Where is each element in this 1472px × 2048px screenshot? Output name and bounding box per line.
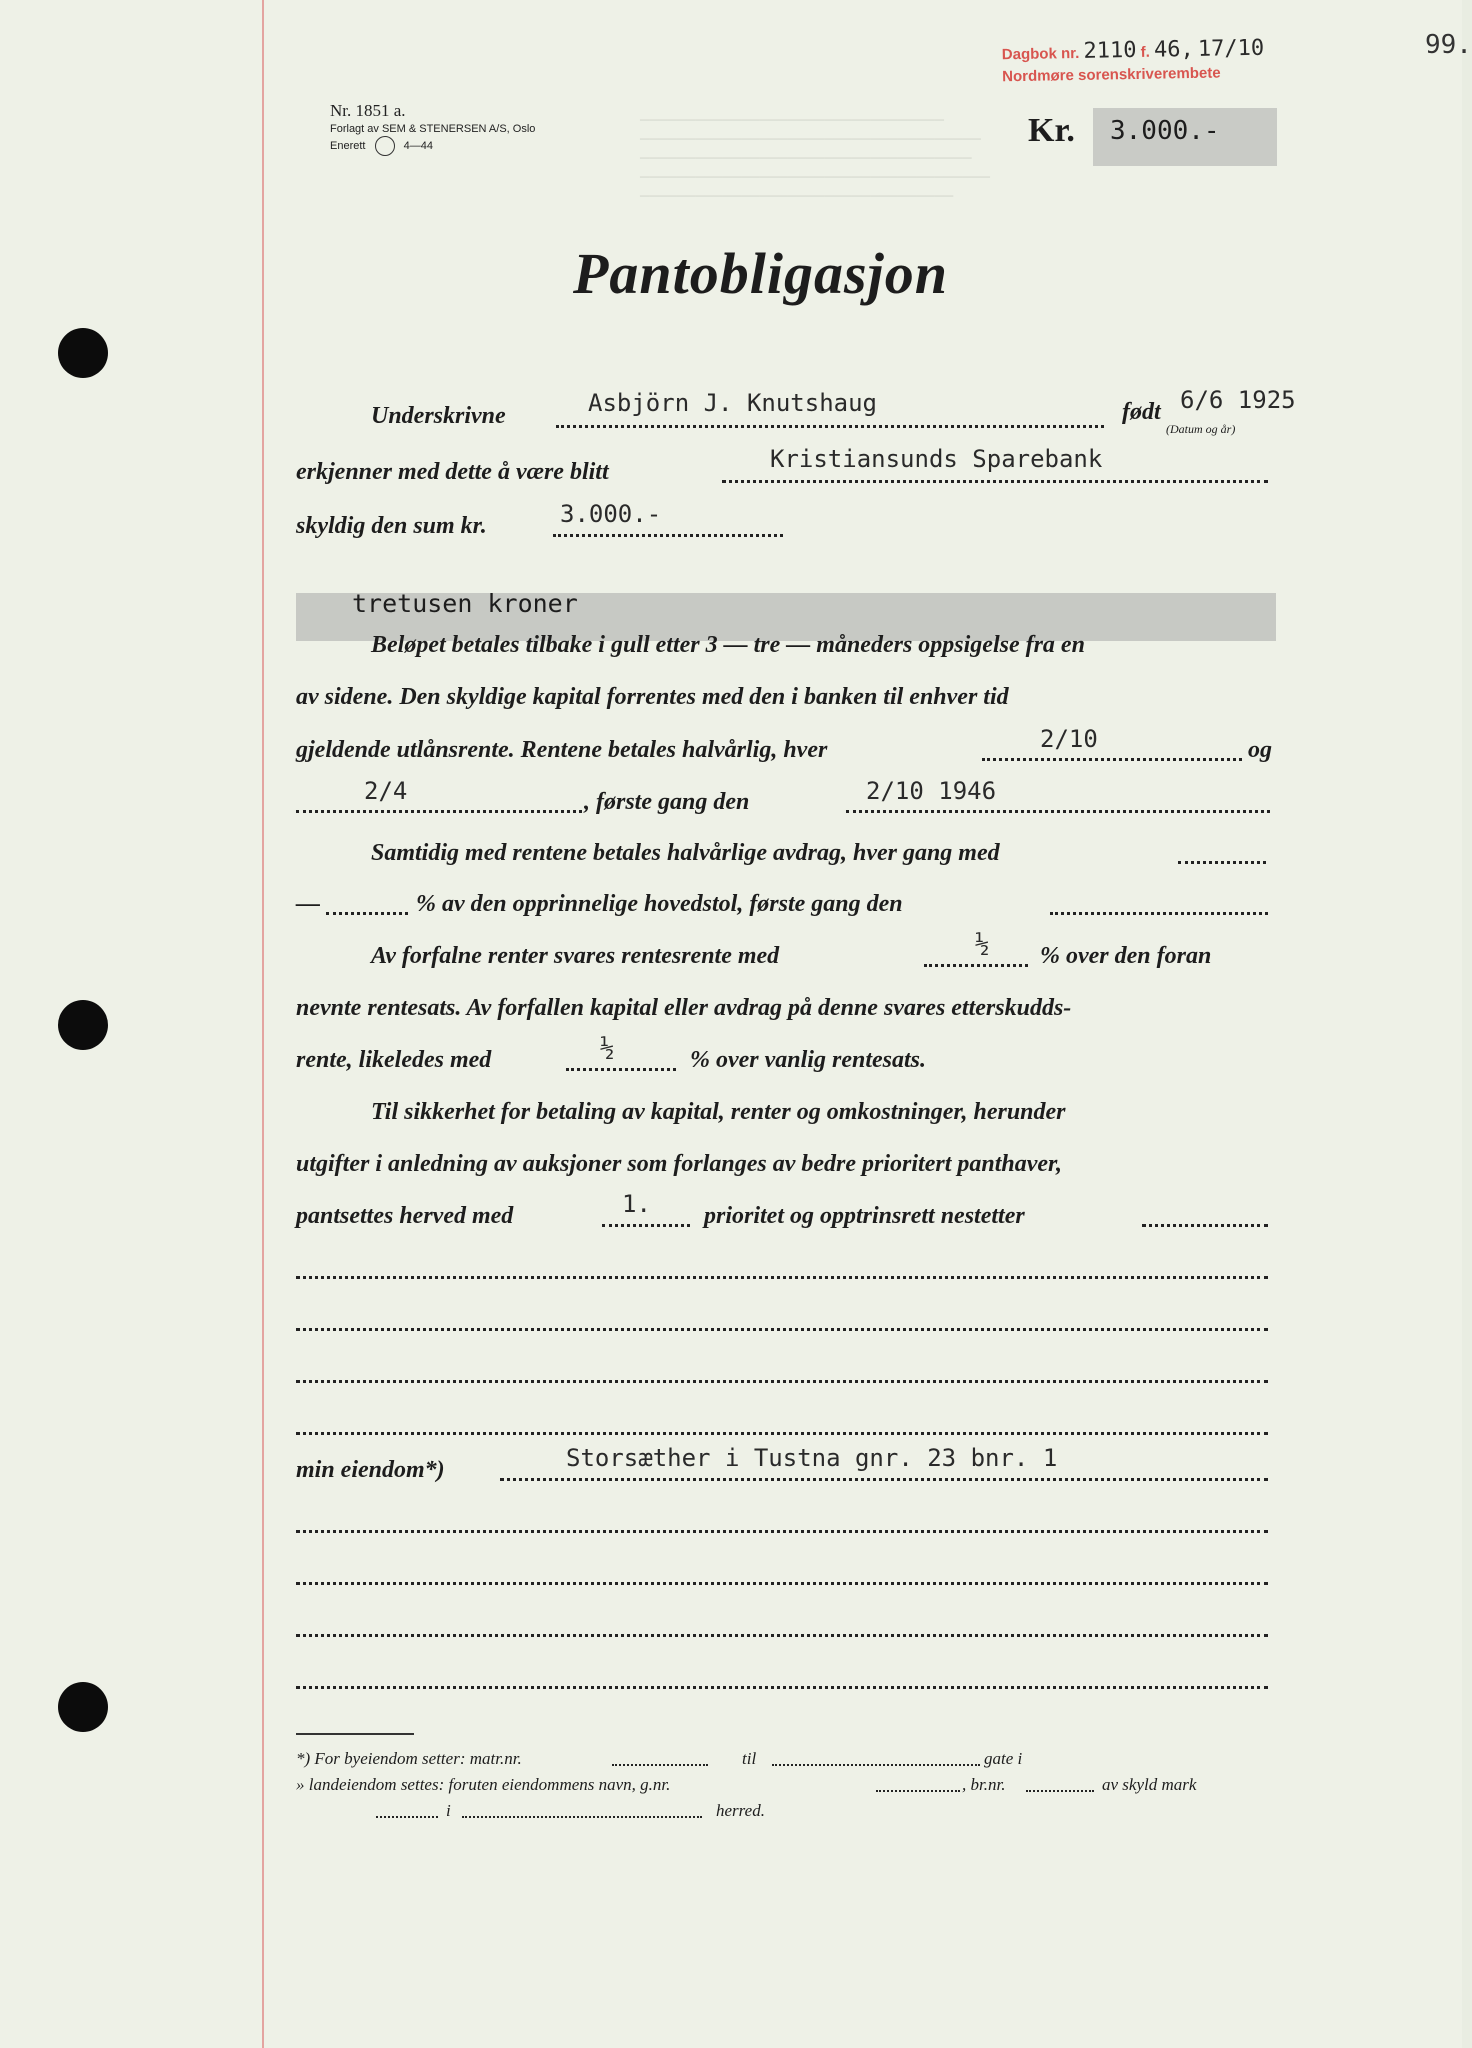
footnote-dots-5 <box>376 1816 438 1818</box>
body-line-12-dots2 <box>1142 1224 1268 1227</box>
body-line-5: Samtidig med rentene betales halvårlige avdrag, hver gang med <box>371 840 1000 866</box>
priority-number: 1. <box>622 1190 651 1218</box>
body-line-10: Til sikkerhet for betaling av kapital, renter og omkostninger, herunder <box>371 1099 1066 1125</box>
property-description: Storsæther i Tustna gnr. 23 bnr. 1 <box>566 1444 1058 1472</box>
body-line-11: utgifter i anledning av auksjoner som forlanges av bedre prioritert panthaver, <box>296 1151 1063 1177</box>
birth-date: 6/6 1925 <box>1180 386 1296 414</box>
skyldig-value: 3.000.- <box>560 500 662 528</box>
registration-stamp <box>1001 35 1265 89</box>
blank-line-6 <box>296 1582 1268 1585</box>
footnote-line-1a: *) For byeiendom setter: matr.nr. <box>296 1749 522 1768</box>
footnote-line-1c: gate i <box>984 1749 1023 1768</box>
debtor-name: Asbjörn J. Knutshaug <box>588 389 877 417</box>
erkjenner-label: erkjenner med dette å være blitt <box>296 459 609 485</box>
stamp-prefix: Dagbok nr. <box>1001 44 1080 64</box>
footnote-dots-2 <box>772 1764 980 1766</box>
body-line-6-dash: — <box>296 891 320 917</box>
publisher-date: 4—44 <box>403 139 433 152</box>
red-margin-line <box>262 0 264 2048</box>
body-line-3: gjeldende utlånsrente. Rentene betales halvårlig, hver <box>296 737 828 763</box>
blank-line-4 <box>296 1432 1268 1435</box>
body-line-12b: prioritet og opptrinsrett nestetter <box>704 1203 1025 1229</box>
body-line-5-dots <box>1178 861 1266 864</box>
publisher-line1: Forlagt av SEM & STENERSEN A/S, Oslo <box>330 123 536 135</box>
body-line-2: av sidene. Den skyldige kapital forrentes med den i banken til enhver tid <box>296 684 1009 710</box>
interest-fraction-1: ½ <box>975 930 990 958</box>
punch-hole-middle <box>58 1000 108 1050</box>
kr-label: Kr. <box>1028 112 1075 149</box>
body-line-13: min eiendom*) <box>296 1457 445 1483</box>
footnote-line-2a: » landeiendom settes: foruten eiendommens navn, g.nr. <box>296 1775 671 1794</box>
body-line-7-dots <box>924 964 1028 967</box>
printer-info <box>330 101 536 156</box>
footnote-line-1b: til <box>742 1749 757 1768</box>
first-rent-date: 2/10 1946 <box>866 777 997 805</box>
underskrivne-label: Underskrivne <box>371 403 506 429</box>
body-line-7b: % over den foran <box>1040 943 1212 969</box>
publisher-line2: Enerett <box>330 139 366 152</box>
blank-line-8 <box>296 1686 1268 1689</box>
body-line-4-dots <box>296 810 582 813</box>
footnote-rule <box>296 1733 414 1735</box>
body-line-9-dots <box>566 1068 676 1071</box>
stamp-year-prefix: f. <box>1140 43 1150 61</box>
footnote-dots-1 <box>612 1764 708 1766</box>
blank-line-1 <box>296 1276 1268 1279</box>
body-line-1: Beløpet betales tilbake i gull etter 3 — tre — måneders oppsigelse fra en <box>371 632 1085 658</box>
body-line-6-dots <box>326 912 408 915</box>
body-line-4-mid: , første gang den <box>584 789 750 815</box>
footnote-line-2c: av skyld mark <box>1102 1775 1197 1794</box>
amount-in-words: tretusen kroner <box>352 589 578 618</box>
document-title: Pantobligasjon <box>573 241 948 306</box>
stamp-office: Nordmøre sorenskriverembete <box>1002 64 1221 86</box>
property-dots <box>500 1478 1268 1481</box>
body-line-9a: rente, likeledes med <box>296 1047 492 1073</box>
form-number: Nr. 1851 a. <box>330 101 406 120</box>
stamp-date: 17/10 <box>1197 35 1265 62</box>
kr-amount-value: 3.000.- <box>1110 116 1220 146</box>
erkjenner-dots <box>722 480 1268 483</box>
journal-number: 2110 <box>1083 37 1137 64</box>
stamp-year: 46, <box>1153 36 1194 63</box>
footnote-dots-3 <box>876 1790 960 1792</box>
body-line-4-dots2 <box>846 810 1270 813</box>
body-line-12a: pantsettes herved med <box>296 1203 514 1229</box>
punch-hole-bottom <box>58 1682 108 1732</box>
body-line-6: % av den opprinnelige hovedstol, første gang den <box>416 891 903 917</box>
rent-date-2: 2/4 <box>364 777 408 805</box>
underskrivne-dots <box>556 425 1104 428</box>
bleed-through-text: ───────────────────────────────── ───────────────────────────────────── ──────────────────────────────────── ────────────────────────────────────── ────────────────────────────────── <box>640 112 990 203</box>
publisher-logo-icon <box>375 136 395 156</box>
body-line-12-dots <box>602 1224 690 1227</box>
skyldig-label: skyldig den sum kr. <box>296 513 487 539</box>
fodt-label: født <box>1122 399 1161 425</box>
creditor-name: Kristiansunds Sparebank <box>770 445 1103 473</box>
body-line-8: nevnte rentesats. Av forfallen kapital eller avdrag på denne svares etterskudds- <box>296 995 1072 1021</box>
body-line-7a: Av forfalne renter svares rentesrente med <box>371 943 780 969</box>
body-line-3-dots <box>982 758 1242 761</box>
footnote-dots-4 <box>1026 1790 1094 1792</box>
footnote-line-3a: i <box>446 1801 451 1820</box>
blank-line-3 <box>296 1380 1268 1383</box>
body-line-3-end: og <box>1248 737 1272 763</box>
footnote-line-3b: herred. <box>716 1801 765 1820</box>
rent-date-1: 2/10 <box>1040 725 1098 753</box>
body-line-6-dots2 <box>1050 912 1268 915</box>
footnote-line-2b: , br.nr. <box>962 1775 1006 1794</box>
body-line-9b: % over vanlig rentesats. <box>690 1047 926 1073</box>
page-number: 99. <box>1425 30 1472 60</box>
blank-line-5 <box>296 1530 1268 1533</box>
blank-line-7 <box>296 1634 1268 1637</box>
punch-hole-top <box>58 328 108 378</box>
blank-line-2 <box>296 1328 1268 1331</box>
skyldig-dots <box>553 534 783 537</box>
interest-fraction-2: ½ <box>600 1034 615 1062</box>
datum-note: (Datum og år) <box>1166 422 1236 436</box>
footnote-dots-6 <box>462 1816 702 1818</box>
